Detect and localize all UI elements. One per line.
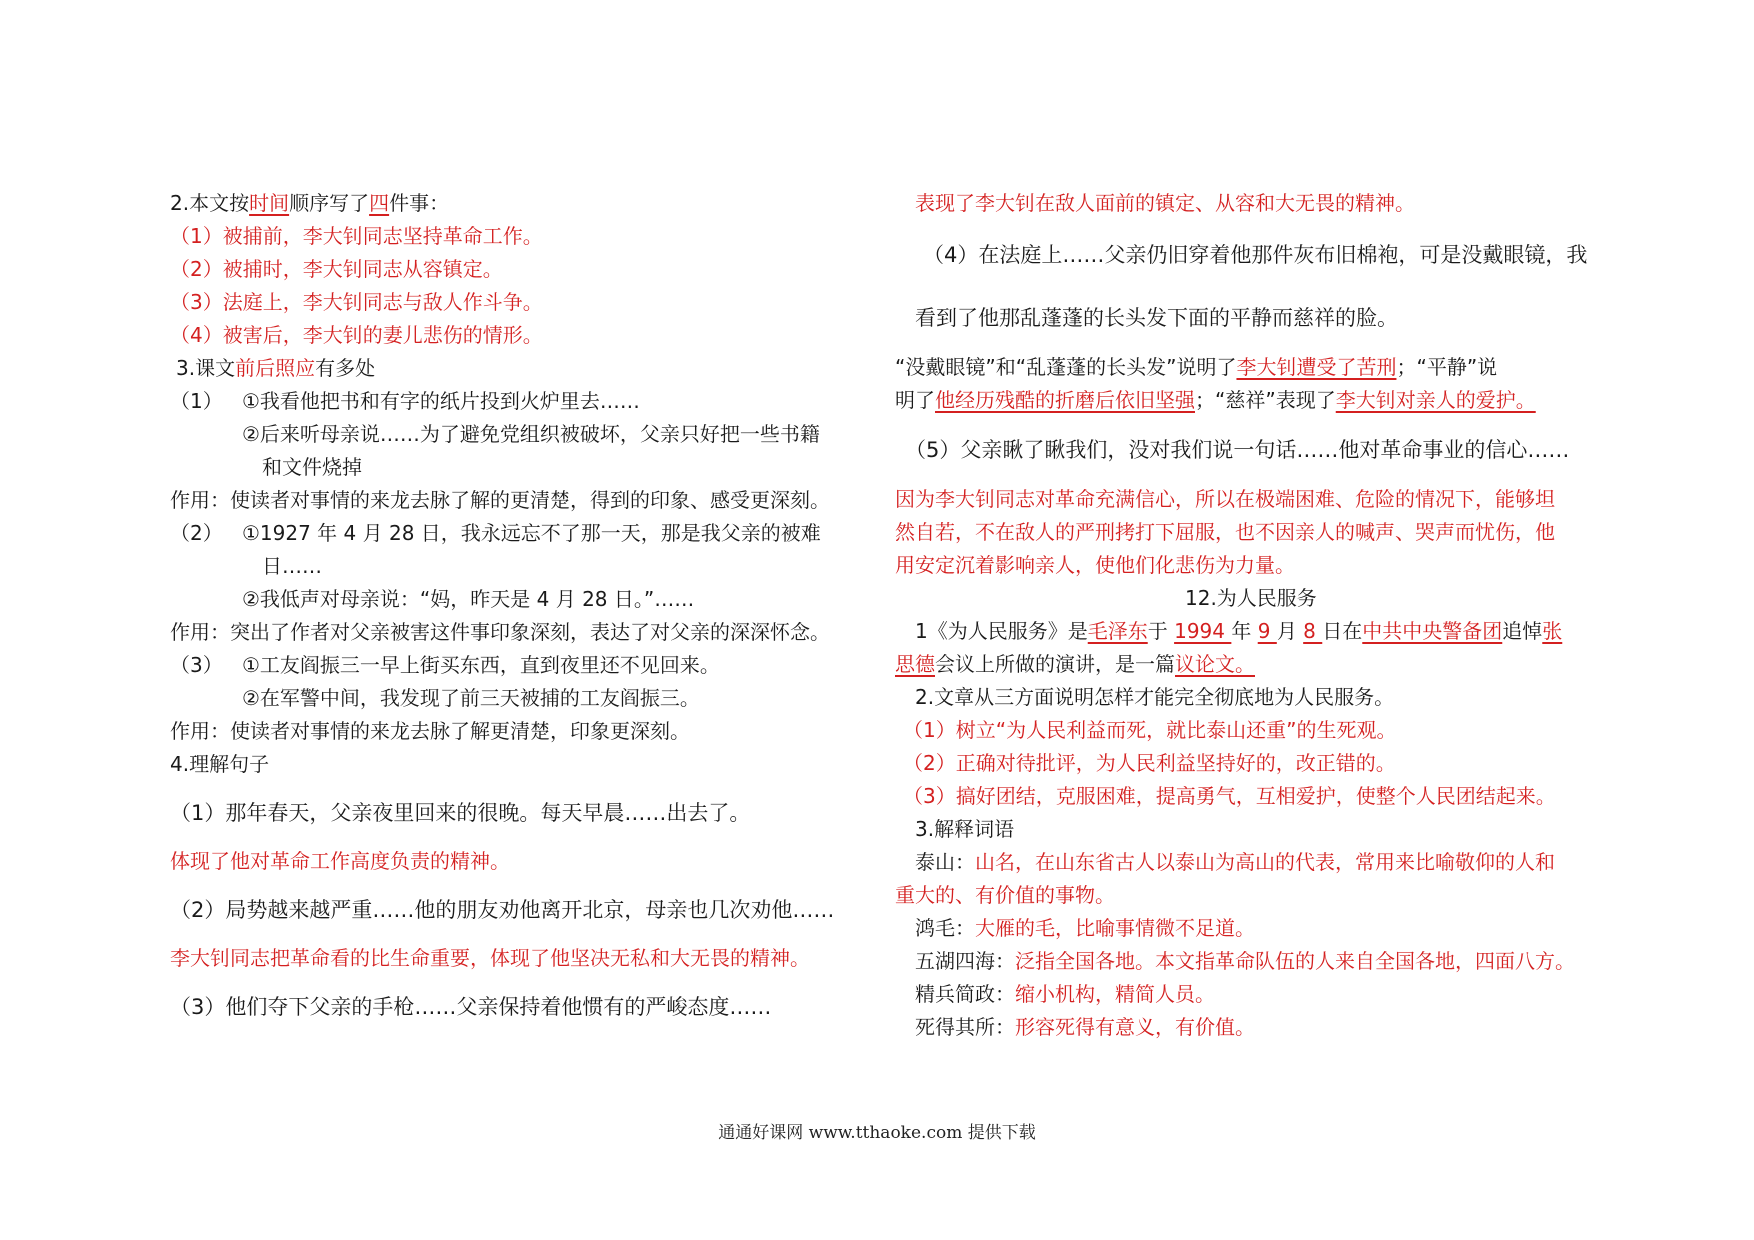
answer-4-line-1: “没戴眼镜”和“乱蓬蓬的长头发”说明了李大钊遭受了苦刑；“平静”说 [895, 355, 1498, 379]
aspect-1: （1）树立“为人民利益而死，就比泰山还重”的生死观。 [903, 718, 1397, 742]
lesson-point-2: 2.文章从三方面说明怎样才能完全彻底地为人民服务。 [915, 685, 1395, 709]
answer-3: 表现了李大钊在敌人面前的镇定、从容和大无畏的精神。 [915, 191, 1415, 215]
item-2-quote-b: ②我低声对母亲说：“妈，昨天是 4 月 28 日。”…… [242, 587, 695, 611]
vocab-taishan-cont: 重大的、有价值的事物。 [895, 883, 1115, 907]
vocab-taishan: 泰山：山名，在山东省古人以泰山为高山的代表，常用来比喻敬仰的人和 [915, 850, 1555, 874]
item-1-quote-a: ①我看他把书和有字的纸片投到火炉里去…… [242, 389, 640, 413]
item-3-effect: 作用：使读者对事情的来龙去脉了解更清楚，印象更深刻。 [170, 719, 690, 743]
lesson-intro-line-1: 1《为人民服务》是毛泽东于 1994 年 9 月 8 日在中共中央警备团追悼张 [915, 619, 1563, 643]
lesson-intro-line-2: 思德会议上所做的演讲，是一篇议论文。 [895, 652, 1255, 676]
item-2-quote-a2: 日…… [262, 554, 322, 578]
sentence-1: （1）那年春天，父亲夜里回来的很晚。每天早晨……出去了。 [170, 801, 751, 825]
sentence-5: （5）父亲瞅了瞅我们，没对我们说一句话……他对革命事业的信心…… [905, 438, 1570, 462]
item-2-effect: 作用：突出了作者对父亲被害这件事印象深刻，表达了对父亲的深深怀念。 [170, 620, 830, 644]
sentence-3: （3）他们夺下父亲的手枪……父亲保持着他惯有的严峻态度…… [170, 995, 772, 1019]
item-1-number: （1） [170, 389, 223, 413]
aspect-2: （2）正确对待批评，为人民利益坚持好的，改正错的。 [903, 751, 1396, 775]
item-3-number: （3） [170, 653, 223, 677]
answer-5-line-3: 用安定沉着影响亲人，使他们化悲伤为力量。 [895, 553, 1295, 577]
item-1-effect: 作用：使读者对事情的来龙去脉了解的更清楚，得到的印象、感受更深刻。 [170, 488, 830, 512]
lesson-title: 12.为人民服务 [1185, 586, 1317, 610]
item-3-quote-a: ①工友阎振三一早上街买东西，直到夜里还不见回来。 [242, 653, 720, 677]
answer-5-line-1: 因为李大钊同志对革命充满信心，所以在极端困难、危险的情况下，能够坦 [895, 487, 1555, 511]
vocab-jingbingjianzheng: 精兵简政：缩小机构，精简人员。 [915, 982, 1215, 1006]
vocab-heading: 3.解释词语 [915, 817, 1015, 841]
section-3-heading: 3.课文前后照应有多处 [176, 356, 376, 380]
item-3-quote-b: ②在军警中间，我发现了前三天被捕的工友阎振三。 [242, 686, 700, 710]
event-3: （3）法庭上，李大钊同志与敌人作斗争。 [170, 290, 543, 314]
sentence-4-line-1: （4）在法庭上……父亲仍旧穿着他那件灰布旧棉袍，可是没戴眼镜，我 [923, 243, 1588, 267]
vocab-hongmao: 鸿毛：大雁的毛，比喻事情微不足道。 [915, 916, 1255, 940]
item-2-quote-a1: ①1927 年 4 月 28 日，我永远忘不了那一天，那是我父亲的被难 [242, 521, 821, 545]
answer-1: 体现了他对革命工作高度负责的精神。 [170, 849, 510, 873]
event-1: （1）被捕前，李大钊同志坚持革命工作。 [170, 224, 543, 248]
sentence-2: （2）局势越来越严重……他的朋友劝他离开北京，母亲也几次劝他…… [170, 898, 835, 922]
answer-5-line-2: 然自若，不在敌人的严刑拷打下屈服，也不因亲人的喊声、哭声而忧伤，他 [895, 520, 1555, 544]
item-1-quote-b1: ②后来听母亲说……为了避免党组织被破坏，父亲只好把一些书籍 [242, 422, 820, 446]
section-4-heading: 4.理解句子 [170, 752, 270, 776]
vocab-sideqisuo: 死得其所：形容死得有意义，有价值。 [915, 1015, 1255, 1039]
item-2-number: （2） [170, 521, 223, 545]
aspect-3: （3）搞好团结，克服困难，提高勇气，互相爱护，使整个人民团结起来。 [903, 784, 1556, 808]
item-1-quote-b2: 和文件烧掉 [262, 455, 362, 479]
event-2: （2）被捕时，李大钊同志从容镇定。 [170, 257, 503, 281]
answer-2: 李大钊同志把革命看的比生命重要，体现了他坚决无私和大无畏的精神。 [170, 946, 810, 970]
footer-credit: 通通好课网 www.tthaoke.com 提供下载 [718, 1123, 1036, 1143]
answer-4-line-2: 明了他经历残酷的折磨后依旧坚强；“慈祥”表现了李大钊对亲人的爱护。 [895, 388, 1536, 412]
sentence-4-line-2: 看到了他那乱蓬蓬的长头发下面的平静而慈祥的脸。 [915, 306, 1398, 330]
vocab-wuhusihai: 五湖四海：泛指全国各地。本文指革命队伍的人来自全国各地，四面八方。 [915, 949, 1575, 973]
event-4: （4）被害后，李大钊的妻儿悲伤的情形。 [170, 323, 543, 347]
section-2-heading: 2.本文按时间顺序写了四件事： [170, 191, 450, 215]
